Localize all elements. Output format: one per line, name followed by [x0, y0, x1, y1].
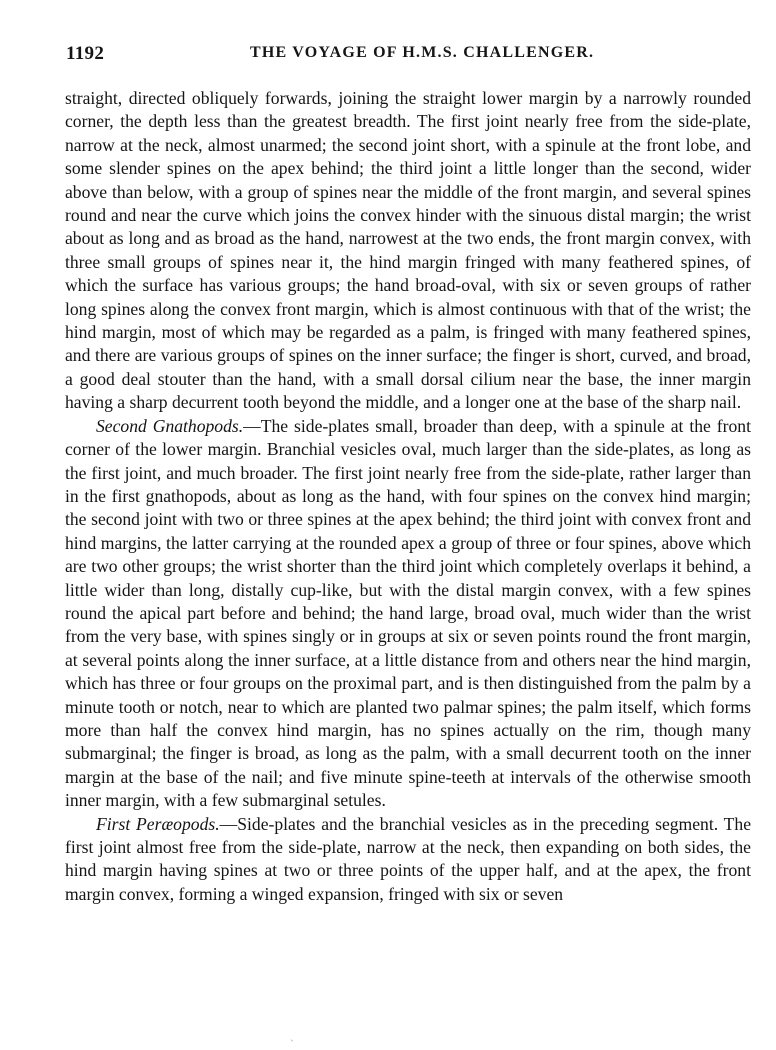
page-header: [66, 43, 760, 71]
page-number: 1192: [66, 43, 105, 64]
paragraph-second-gnathopods: [65, 415, 751, 813]
paragraph-first-gnathopods-continued: [65, 87, 751, 415]
paragraph-text: —Side-plates and the branchial vesicles as in the preceding segment. The first joint almost free from the side-plate, narrow at the neck, then expanding on both sides, the hind margin having spines at two or three points of the upper half, and at the apex, the front margin convex, forming a winged expansion, fringed with six or seven: [65, 813, 751, 904]
stray-print-mark: ˏ: [290, 1028, 294, 1042]
paragraph-text: straight, directed obliquely forwards, joining the straight lower margin by a narrowly rounded corner, the depth less than the greatest breadth. The first joint nearly free from the side-plate, narrow at the neck, almost unarmed; the second joint short, with a spinule at the front lobe, and some slender spines on the apex behind; the third joint a little longer than the second, wider above than below, with a group of spines near the middle of the front margin, and several spines round and near the curve which joins the convex hinder with the sinuous distal margin; the wrist about as long and as broad as the hand, narrowest at the two ends, the front margin convex, with three small groups of spines near it, the hind margin fringed with many feathered spines, of which the surface has various groups; the hand broad-oval, with six or seven groups of rather long spines along the convex front margin, which is almost continuous with that of the wrist; the hind margin, most of which may be regarded as a palm, is fringed with many feathered spines, and there are various groups of spines on the inner surface; the finger is short, curved, and broad, a good deal stouter than the hand, with a small dorsal cilium near the base, the inner margin having a sharp decurrent tooth beyond the middle, and a longer one at the base of the sharp nail.: [65, 88, 751, 413]
section-heading-second-gnathopods: Second Gnathopods.: [96, 415, 244, 436]
paragraph-text: —The side-plates small, broader than deep, with a spinule at the front corner of the lower margin. Branchial vesicles oval, much larger than the side-plates, as long as the first joint, and much broader. The first joint nearly free from the side-plate, rather larger than in the first gnathopods, about as long as the hand, with four spines on the convex hind margin; the second joint with two or three spines at the apex behind; the third joint with convex front and hind margins, the latter carrying at the rounded apex a group of three or four spines, above which are two other groups; the wrist shorter than the third joint which completely overlaps it behind, a little wider than long, distally cup-like, but with the distal margin convex, with a few spines round the apical part before and behind; the hand large, broad oval, much wider than the wrist from the very base, with spines singly or in groups at six or seven points round the front margin, at several points along the inner surface, at a little distance from and others near the hind margin, which has three or four groups on the proximal part, and is then distinguished from the palm by a minute tooth or notch, near to which are planted two palmar spines; the palm itself, which forms more than half the convex hind margin, has no spines actually on the rim, though many submarginal; the finger is broad, as long as the palm, with a small decurrent tooth on the inner margin at the base of the nail; and five minute spine-teeth at intervals of the otherwise smooth inner margin, with a few submarginal setules.: [65, 415, 751, 811]
section-heading-first-peraeopods: First Peræopods.: [96, 813, 220, 834]
running-title: THE VOYAGE OF H.M.S. CHALLENGER.: [250, 44, 595, 61]
body-text: [65, 87, 751, 906]
paragraph-first-peraeopods: [65, 813, 751, 907]
